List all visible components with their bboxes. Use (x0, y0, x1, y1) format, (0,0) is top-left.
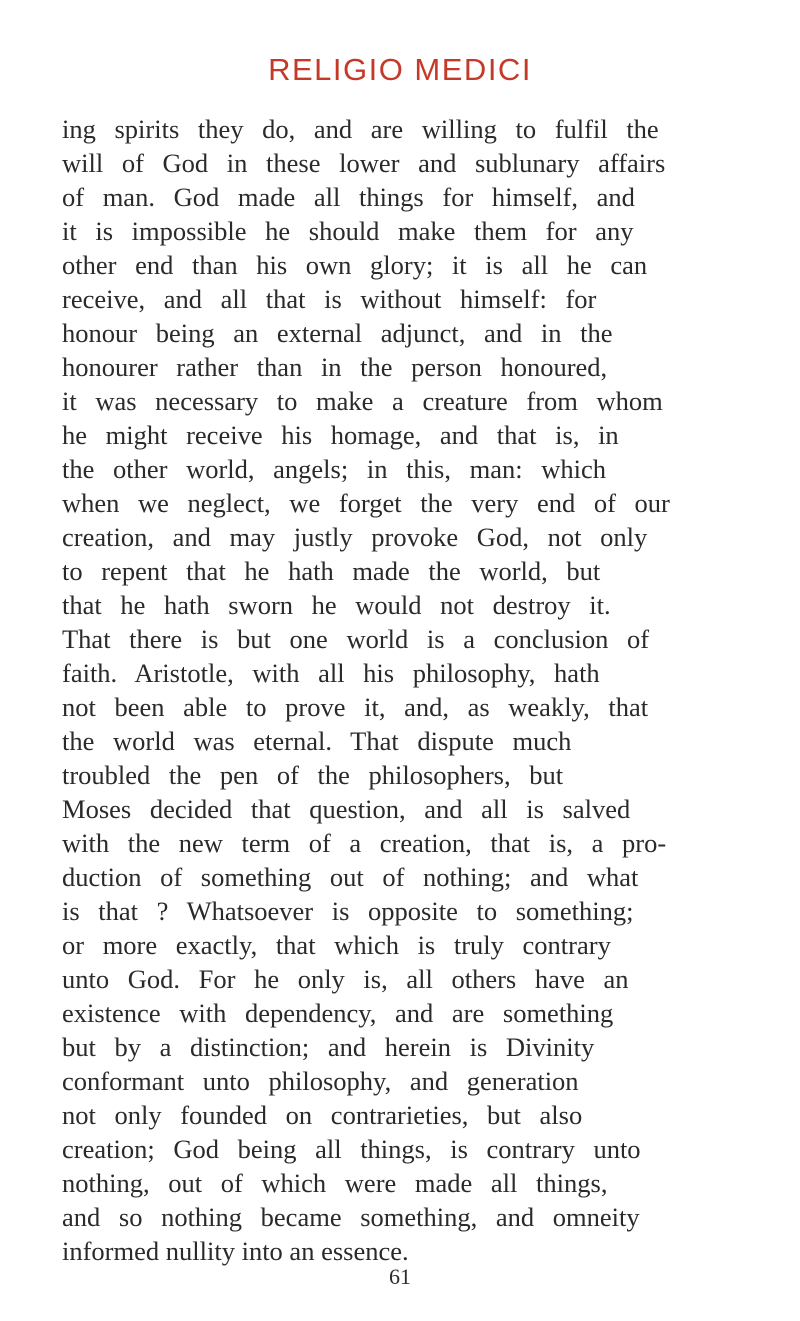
running-head: RELIGIO MEDICI (268, 52, 532, 87)
text-line: to repent that he hath made the world, but (62, 556, 601, 586)
text-line: will of God in these lower and sublunary affairs (62, 148, 666, 178)
text-line: and so nothing became something, and omneity (62, 1202, 640, 1232)
text-line: it was necessary to make a creature from whom (62, 386, 663, 416)
text-line: That there is but one world is a conclusion of (62, 624, 650, 654)
text-line: that he hath sworn he would not destroy it. (62, 590, 611, 620)
text-line: unto God. For he only is, all others have an (62, 964, 629, 994)
text-line: honourer rather than in the person honoured, (62, 352, 608, 382)
text-line: it is impossible he should make them for any (62, 216, 634, 246)
text-line: the other world, angels; in this, man: which (62, 454, 606, 484)
text-line: troubled the pen of the philosophers, but (62, 760, 564, 790)
text-line: informed nullity into an essence. (62, 1236, 409, 1266)
text-line: honour being an external adjunct, and in the (62, 318, 613, 348)
text-line: he might receive his homage, and that is, in (62, 420, 619, 450)
text-line: not only founded on contrarieties, but also (62, 1100, 583, 1130)
text-line: is that ? Whatsoever is opposite to something; (62, 896, 634, 926)
text-line: creation; God being all things, is contrary unto (62, 1134, 641, 1164)
page-number: 61 (389, 1264, 411, 1289)
text-line: ing spirits they do, and are willing to fulfil the (62, 114, 659, 144)
text-line: Moses decided that question, and all is salved (62, 794, 631, 824)
text-line: the world was eternal. That dispute much (62, 726, 572, 756)
text-line: faith. Aristotle, with all his philosophy, hath (62, 658, 600, 688)
text-line: but by a distinction; and herein is Divinity (62, 1032, 595, 1062)
text-line: with the new term of a creation, that is, a pro- (62, 828, 667, 858)
text-line: duction of something out of nothing; and what (62, 862, 639, 892)
text-line: not been able to prove it, and, as weakly, that (62, 692, 649, 722)
text-line: existence with dependency, and are something (62, 998, 614, 1028)
text-line: of man. God made all things for himself, and (62, 182, 635, 212)
text-line: creation, and may justly provoke God, not only (62, 522, 648, 552)
text-line: nothing, out of which were made all things, (62, 1168, 608, 1198)
text-line: or more exactly, that which is truly contrary (62, 930, 611, 960)
text-line: receive, and all that is without himself: for (62, 284, 597, 314)
text-line: when we neglect, we forget the very end of our (62, 488, 670, 518)
text-line: other end than his own glory; it is all he can (62, 250, 648, 280)
text-line: conformant unto philosophy, and generation (62, 1066, 579, 1096)
